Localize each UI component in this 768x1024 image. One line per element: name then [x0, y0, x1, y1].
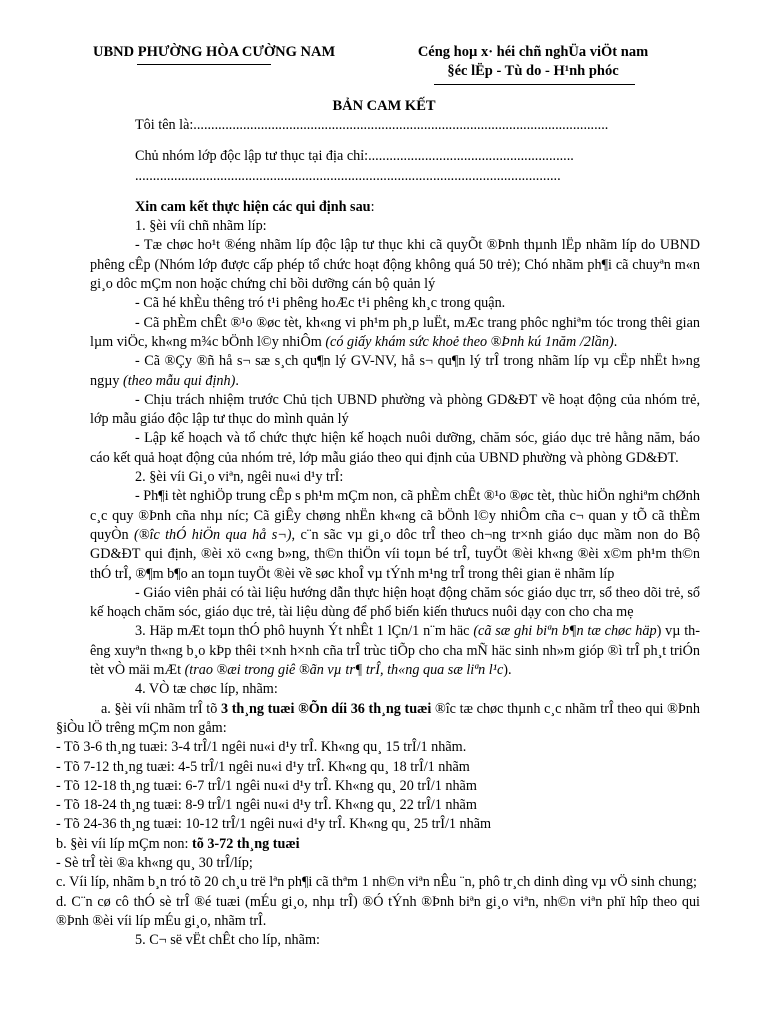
document-body: [56, 116, 701, 950]
teacher-requirement-1: - Ph¶i tèt nghiÖp trung cÊp s ph¹m mÇm non, cã phÈm chÊt ®¹o ®øc tèt, thùc hiÖn nghiªm chØnh c¸c quy ®Þnh cña nhµ níc; Cã giÊy chøng nhËn kh«ng cã bÖnh l©y nhiÔm cña c¬ quan y tÕ cã thÈm quyÒn (®îc thÓ hiÖn qua hå s¬), c¨n sãc vµ gi¸o dôc trÎ theo ch¬ng tr×nh giáo dục mầm non do Bộ GD&ĐT qui định, ®èi xö c«ng b»ng, th©n thiÖn víi toµn bé trÎ, tuyÖt ®èi kh«ng ®èi x©m ph¹m th©n thÓ trÎ, ®¶m b¶o an toµn tuyÖt ®èi về søc khoÎ vµ tÝnh m¹ng trÎ trong thêi gian ë nhãm líp: [90, 488, 700, 582]
commitment-heading: Xin cam kết thực hiện các qui định sau:: [135, 198, 375, 215]
section-2-title: 2. §èi víi Gi¸o viªn, ngêi nu«i d¹y trÎ:: [135, 469, 344, 486]
owner-requirement-3: - Cã phÈm chÊt ®¹o ®øc tèt, kh«ng vi ph¹m ph¸p luËt, mÆc trang phôc nghiªm tóc trong thêi gian lµm viÖc, kh«ng m¾c bÖnh l©y nhiÔm (có giấy khám sức khoẻ theo ®Þnh kú 1năm /2lần).: [90, 314, 700, 350]
owner-requirement-6: - Lập kế hoạch và tổ chức thực hiện kế hoạch nuôi dưỡng, chăm sóc, giáo dục trẻ hằng năm, báo cáo kết quả hoạt động của nhóm trẻ, lớp mẫu giáo theo qui định của UBND phường và phòng GD&ĐT.: [90, 430, 700, 466]
age-group-row: - Tõ 24-36 th¸ng tuæi: 10-12 trÎ/1 ngêi nu«i d¹y trÎ. Kh«ng qu¸ 25 trÎ/1 nhãm: [56, 816, 492, 833]
section-4d-paragraph: d. C¨n cø cô thÓ sè trÎ ®é tuæi (mÉu gi¸o, nhµ trÎ) ®Ó tÝnh ®Þnh biªn gi¸o viªn, nh©n viªn phï hîp theo qui ®Þnh ®èi víi líp mÉu gi¸o, nhãm trÎ.: [56, 893, 700, 929]
section-4b-heading: b. §èi víi líp mÇm non: tõ 3-72 th¸ng tuæi: [56, 835, 300, 852]
section-4c-paragraph: c. Víi líp, nhãm b¸n tró tõ 20 ch¸u trë lªn ph¶i cã thªm 1 nh©n viªn nÊu ¨n, phô tr¸ch dinh dìng vµ vÖ sinh chung;: [56, 874, 697, 891]
section-5-title: 5. C¬ së vËt chÊt cho líp, nhãm:: [135, 932, 320, 949]
section-3-paragraph: 3. Häp mÆt toµn thÓ phô huynh Ýt nhÊt 1 lÇn/1 n¨m häc (cã sæ ghi biªn b¶n tæ chøc häp) vµ thêng xuyªn th«ng b¸o kÞp thêi t×nh h×nh cña trÎ trùc tiÕp cho cha mÑ häc sinh nh»m gióp ®ì trÎ ph¸t triÓn tèt vÒ mäi mÆt (trao ®æi trong giê ®ãn vµ tr¶ trÎ, th«ng qua sæ liªn l¹c).: [90, 623, 701, 679]
owner-requirement-5: - Chịu trách nhiệm trước Chủ tịch UBND phường và phòng GD&ĐT về hoạt động của nhóm trẻ, lớp mẫu giáo độc lập tư thục do mình quản lý: [90, 391, 700, 428]
header-right-underline: [434, 84, 635, 85]
organization-name: UBND PHƯỜNG HÒA CƯỜNG NAM: [93, 44, 336, 60]
section-4b-item: - Sè trÎ tèi ®a kh«ng qu¸ 30 trÎ/líp;: [56, 854, 253, 871]
section-4-title: 4. VÒ tæ chøc líp, nhãm:: [135, 681, 278, 698]
address-field-line: Chủ nhóm lớp độc lập tư thục tại địa chỉ:..........................................................: [135, 148, 574, 165]
document-title: BẢN CAM KẾT: [332, 98, 436, 114]
national-motto: [408, 43, 658, 81]
name-field-line: Tôi tên là:.....................................................................................................................: [135, 117, 609, 133]
age-group-row: - Tõ 18-24 th¸ng tuæi: 8-9 trÎ/1 ngêi nu«i d¹y trÎ. Kh«ng qu¸ 22 trÎ/1 nhãm: [56, 797, 477, 814]
age-group-row: - Tõ 3-6 th¸ng tuæi: 3-4 trÎ/1 ngêi nu«i d¹y trÎ. Kh«ng qu¸ 15 trÎ/1 nhãm.: [56, 739, 467, 756]
owner-requirement-2: - Cã hé khÈu thêng tró t¹i phêng hoÆc t¹i phêng kh¸c trong quận.: [135, 295, 506, 312]
motto-line-1: Céng hoµ x· héi chñ nghÜa viÖt nam: [417, 44, 649, 60]
teacher-requirement-2: - Giáo viên phải có tài liệu hướng dẫn thực hiện hoạt động chăm sóc giáo dục trr, sổ theo dõi trẻ, sổ kế hoạch chăm sóc, giáo dục trẻ, tài liệu dùng để phổ biến kiến thưucs nuôi dạy con cho cha mẹ: [90, 584, 700, 621]
owner-requirement-4: - Cã ®Çy ®ñ hå s¬ sæ s¸ch qu¶n lý GV-NV, hå s¬ qu¶n lý trÎ trong nhãm líp vµ cËp nhËt h»ng ngµy (theo mẫu qui định).: [90, 353, 700, 389]
owner-requirement-1: - Tæ chøc ho¹t ®éng nhãm líp độc lập tư thục khi cã quyÕt ®Þnh thµnh lËp nhãm líp do UBND phêng cÊp (Nhóm lớp được cấp phép tổ chức hoạt động không quá 50 trẻ); Chó nhãm ph¶i cã chuyªn m«n gi¸o dôc mÇm non hoặc chứng chỉ bồi dưỡng cán bộ quản lý: [90, 237, 700, 293]
section-4-content: [56, 700, 700, 932]
age-group-row: - Tõ 12-18 th¸ng tuæi: 6-7 trÎ/1 ngêi nu«i d¹y trÎ. Kh«ng qu¸ 20 trÎ/1 nhãm: [56, 777, 477, 794]
age-group-row: - Tõ 7-12 th¸ng tuæi: 4-5 trÎ/1 ngêi nu«i d¹y trÎ. Kh«ng qu¸ 18 trÎ/1 nhãm: [56, 758, 470, 775]
motto-line-2: §éc lËp - Tù do - H¹nh phóc: [447, 63, 619, 79]
section-4a-paragraph: a. §èi víi nhãm trÎ tõ 3 th¸ng tuæi ®Õn díi 36 th¸ng tuæi ®îc tæ chøc thµnh c¸c nhãm trÎ theo qui ®Þnh §iÒu lÖ trêng mÇm non gåm:: [56, 700, 700, 736]
address-continuation-line: ........................................................................................................................: [135, 167, 561, 184]
header-left-underline: [137, 64, 271, 65]
section-1-title: 1. §èi víi chñ nhãm líp:: [135, 218, 267, 235]
